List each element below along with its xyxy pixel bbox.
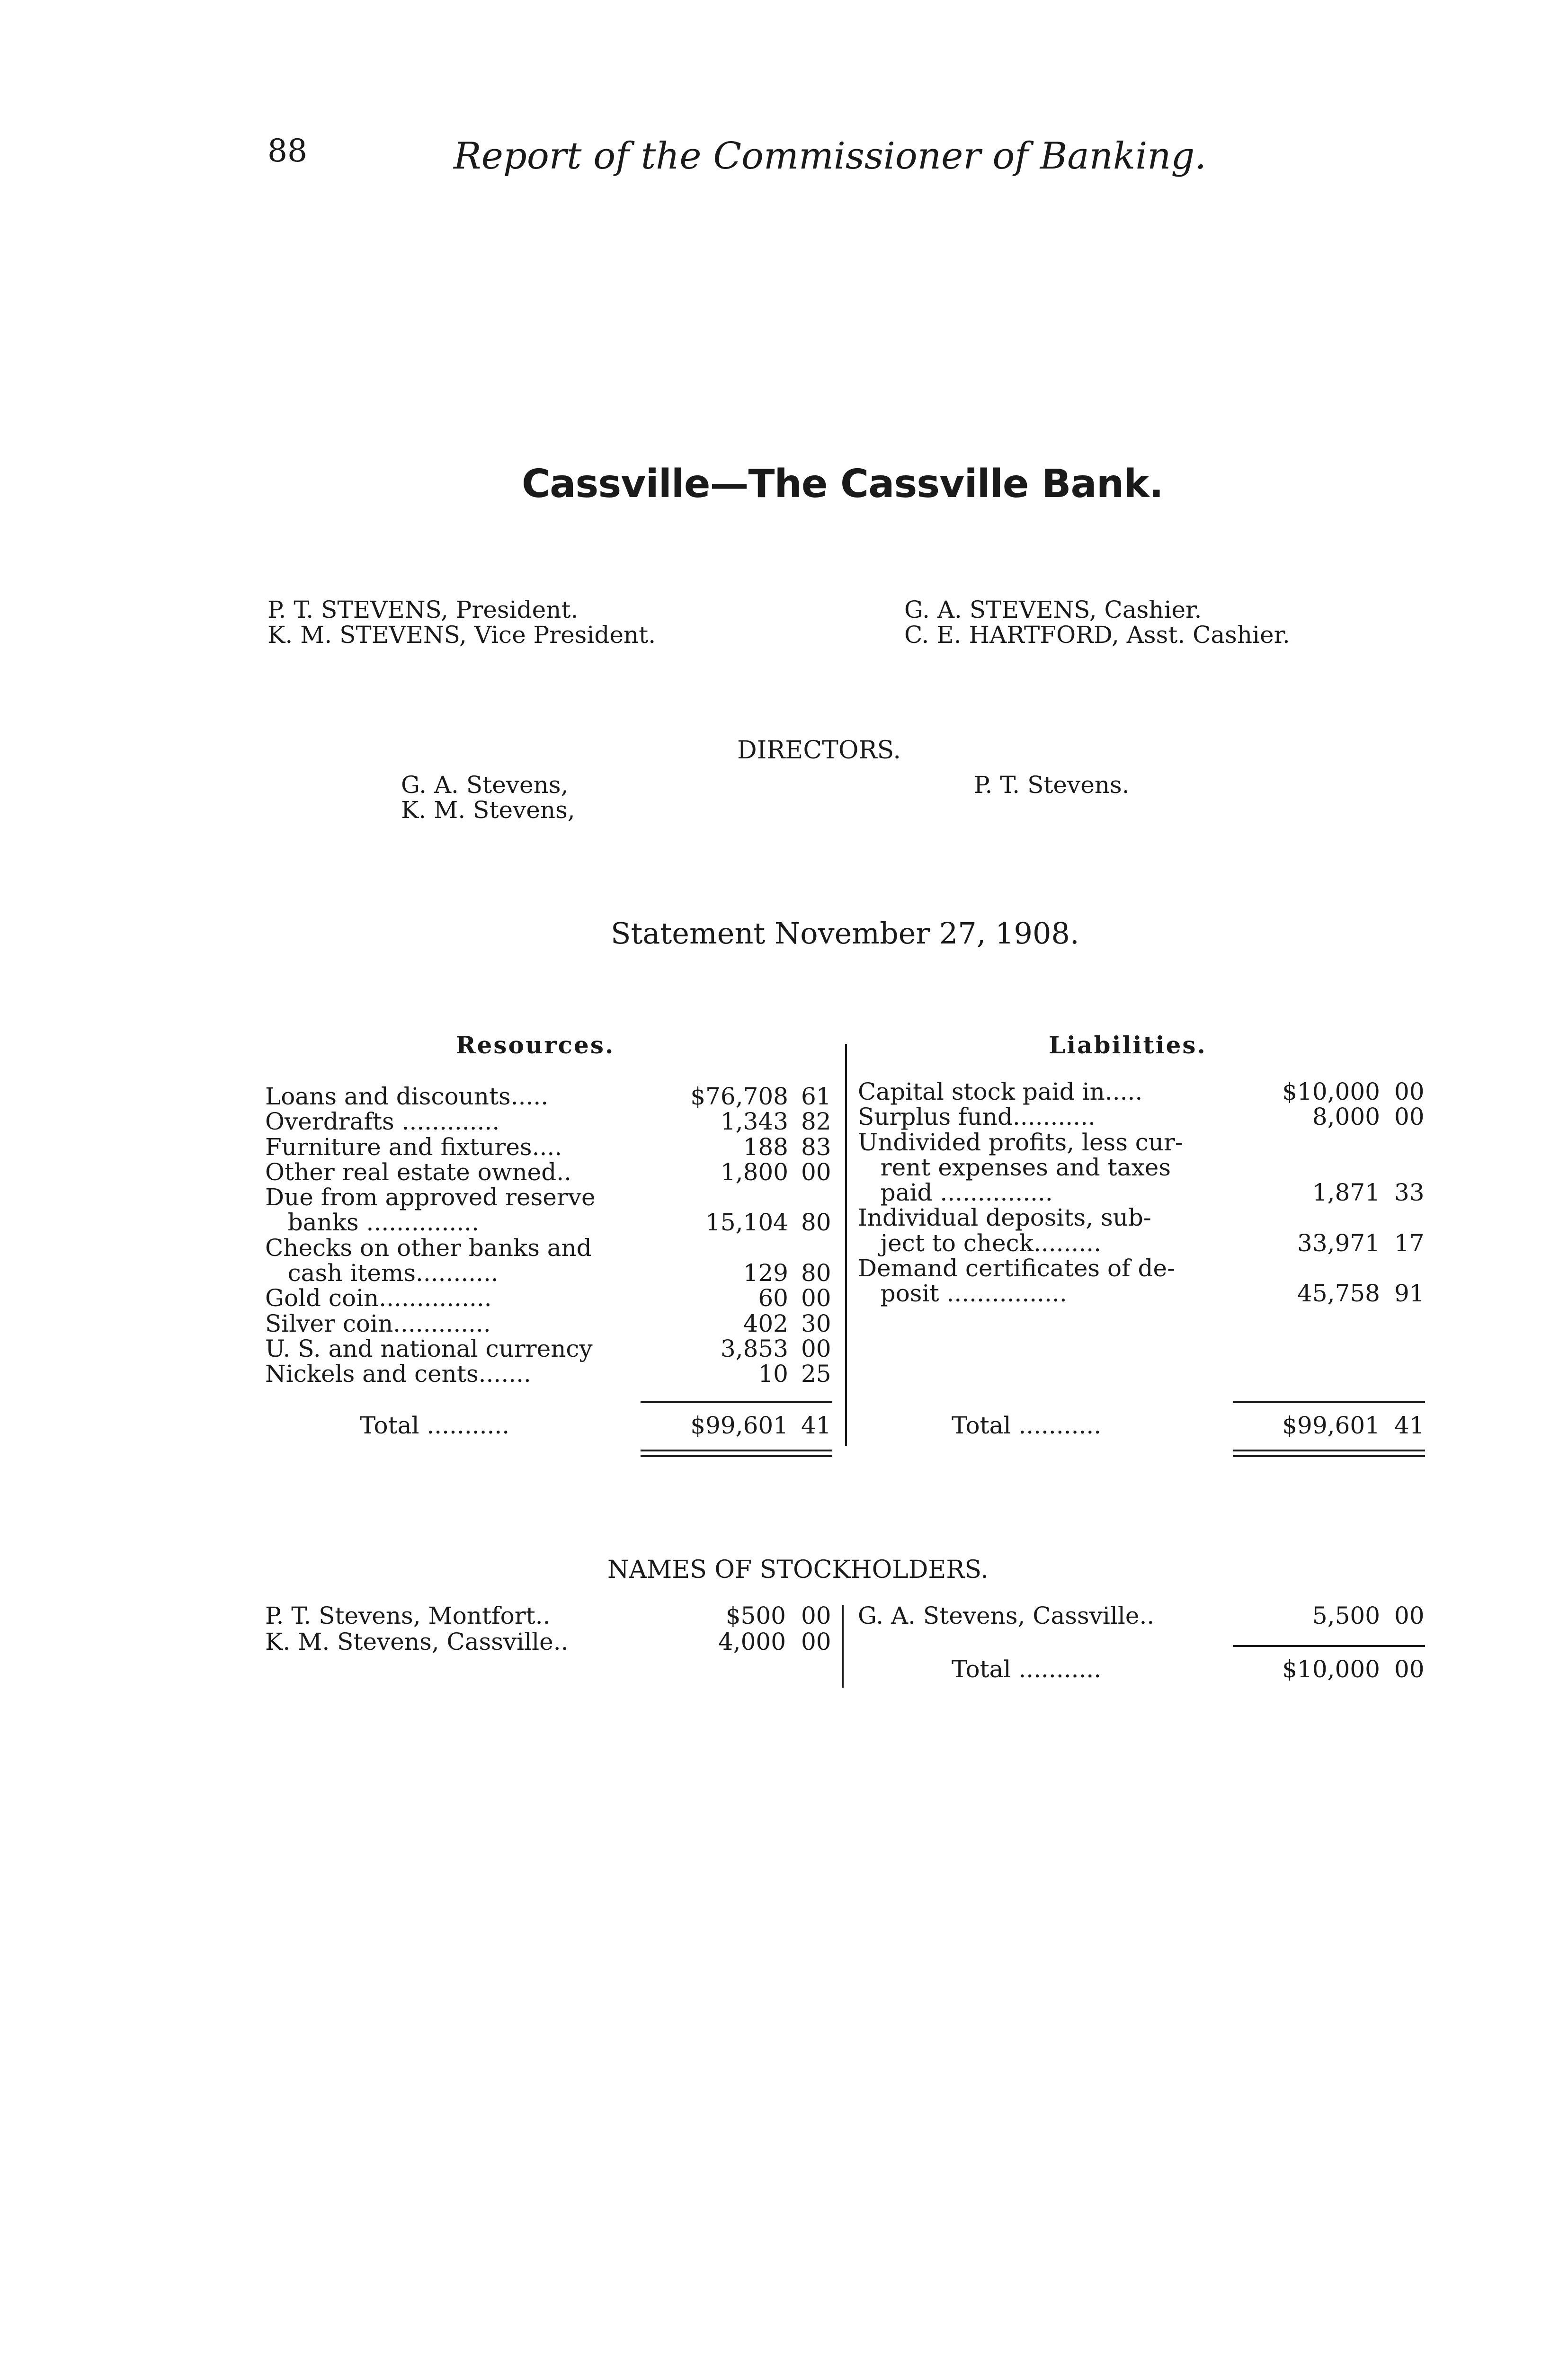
liability-cents: 17 bbox=[1394, 1229, 1425, 1257]
resource-cents: 83 bbox=[801, 1133, 831, 1161]
liabilities-total-label: Total ........... bbox=[952, 1412, 1102, 1439]
liability-label: Surplus fund........... bbox=[858, 1103, 1096, 1131]
running-title: Report of the Commissioner of Banking. bbox=[454, 135, 1207, 178]
liabilities-total-cents: 41 bbox=[1394, 1412, 1425, 1439]
stockholder-dollars: 4,000 bbox=[718, 1628, 786, 1655]
stockholder-name: P. T. Stevens, Montfort.. bbox=[265, 1602, 551, 1629]
resource-label: Nickels and cents....... bbox=[265, 1360, 531, 1388]
bank-title: Cassville—The Cassville Bank. bbox=[522, 462, 1163, 507]
directors-heading: DIRECTORS. bbox=[737, 736, 901, 765]
liability-dollars bbox=[1255, 1256, 1380, 1281]
liability-label: posit ................ bbox=[858, 1280, 1067, 1308]
liabilities-cents bbox=[1394, 1079, 1427, 1307]
officer-president: P. T. STEVENS, President. bbox=[267, 596, 579, 623]
resource-cents: 80 bbox=[801, 1209, 831, 1237]
directors-left bbox=[401, 773, 575, 823]
stockholders-divider bbox=[842, 1605, 844, 1688]
resource-cents: 25 bbox=[801, 1360, 831, 1388]
resource-dollars: 1,343 bbox=[720, 1108, 788, 1136]
resource-dollars: 15,104 bbox=[705, 1209, 788, 1237]
liability-cents: 00 bbox=[1394, 1103, 1425, 1131]
liability-cents bbox=[1394, 1155, 1427, 1180]
resources-total-dollars: $99,601 bbox=[690, 1412, 788, 1439]
page-number: 88 bbox=[267, 133, 307, 169]
liability-dollars bbox=[1255, 1155, 1380, 1180]
liability-cents: 91 bbox=[1394, 1280, 1425, 1308]
liability-label: Capital stock paid in..... bbox=[858, 1078, 1143, 1105]
officer-vice-president: K. M. STEVENS, Vice President. bbox=[267, 621, 656, 649]
resource-label: Loans and discounts..... bbox=[265, 1083, 549, 1110]
resource-label: Furniture and fixtures.... bbox=[265, 1133, 562, 1161]
liability-cents: 00 bbox=[1394, 1078, 1425, 1105]
resources-total-label: Total ........... bbox=[360, 1412, 510, 1439]
director-name: G. A. Stevens, bbox=[401, 771, 569, 799]
liabilities-double-rule bbox=[1233, 1450, 1425, 1457]
resources-total-rule bbox=[641, 1401, 832, 1403]
liability-cents bbox=[1394, 1130, 1427, 1155]
resource-label: Overdrafts ............. bbox=[265, 1108, 500, 1136]
resources-labels bbox=[265, 1084, 644, 1387]
resource-cents: 30 bbox=[801, 1309, 831, 1337]
officer-cashier: G. A. STEVENS, Cashier. bbox=[904, 596, 1202, 623]
stockholders-heading: NAMES OF STOCKHOLDERS. bbox=[607, 1556, 989, 1584]
resource-dollars: 129 bbox=[743, 1259, 788, 1287]
resource-dollars bbox=[663, 1185, 788, 1210]
liability-dollars: 8,000 bbox=[1312, 1103, 1380, 1131]
stockholders-total-rule bbox=[1233, 1645, 1425, 1647]
liability-label: Demand certificates of de- bbox=[858, 1255, 1175, 1282]
liability-cents: 33 bbox=[1394, 1179, 1425, 1207]
resource-label: Gold coin............... bbox=[265, 1284, 492, 1312]
stockholder-dollars: 5,500 bbox=[1312, 1602, 1380, 1629]
resource-dollars: $76,708 bbox=[690, 1083, 788, 1110]
resource-dollars: 3,853 bbox=[720, 1335, 788, 1362]
resource-cents: 00 bbox=[801, 1158, 831, 1186]
resources-dollars bbox=[663, 1084, 788, 1387]
resource-cents: 00 bbox=[801, 1284, 831, 1312]
resource-label: banks ............... bbox=[265, 1209, 479, 1237]
resources-double-rule bbox=[641, 1450, 832, 1457]
resource-cents bbox=[801, 1236, 834, 1261]
liability-label: Individual deposits, sub- bbox=[858, 1204, 1151, 1232]
resource-cents: 61 bbox=[801, 1083, 831, 1110]
resource-cents bbox=[801, 1185, 834, 1210]
resources-cents bbox=[801, 1084, 834, 1387]
column-divider bbox=[845, 1044, 847, 1446]
liability-dollars bbox=[1255, 1205, 1380, 1230]
officers-left bbox=[267, 597, 656, 648]
resource-label: Checks on other banks and bbox=[265, 1234, 592, 1262]
liability-label: ject to check......... bbox=[858, 1229, 1101, 1257]
stockholder-cents: 00 bbox=[801, 1602, 831, 1629]
resource-label: Due from approved reserve bbox=[265, 1184, 596, 1211]
stockholders-total-dollars: $10,000 bbox=[1282, 1655, 1380, 1683]
officer-asst-cashier: C. E. HARTFORD, Asst. Cashier. bbox=[904, 621, 1290, 649]
resource-label: cash items........... bbox=[265, 1259, 499, 1287]
stockholder-name: G. A. Stevens, Cassville.. bbox=[858, 1602, 1155, 1629]
statement-heading: Statement November 27, 1908. bbox=[611, 916, 1079, 951]
resource-dollars: 402 bbox=[743, 1309, 788, 1337]
liability-dollars bbox=[1255, 1130, 1380, 1155]
liability-dollars: 1,871 bbox=[1312, 1179, 1380, 1207]
liabilities-total-rule bbox=[1233, 1401, 1425, 1403]
liabilities-dollars bbox=[1255, 1079, 1380, 1307]
liabilities-total-dollars: $99,601 bbox=[1282, 1412, 1380, 1439]
liability-dollars: 33,971 bbox=[1297, 1229, 1380, 1257]
liability-label: Undivided profits, less cur- bbox=[858, 1128, 1183, 1156]
stockholders-total-label: Total ........... bbox=[952, 1655, 1102, 1683]
liabilities-labels bbox=[858, 1079, 1246, 1307]
resource-dollars: 10 bbox=[758, 1360, 788, 1388]
liability-cents bbox=[1394, 1205, 1427, 1230]
liability-cents bbox=[1394, 1256, 1427, 1281]
stockholder-cents: 00 bbox=[1394, 1602, 1425, 1629]
resource-label: U. S. and national currency bbox=[265, 1335, 593, 1362]
resource-dollars: 60 bbox=[758, 1284, 788, 1312]
stockholder-dollars: $500 bbox=[725, 1602, 786, 1629]
liability-dollars: 45,758 bbox=[1297, 1280, 1380, 1308]
resource-dollars bbox=[663, 1236, 788, 1261]
resources-heading: Resources. bbox=[456, 1031, 615, 1059]
director-name: P. T. Stevens. bbox=[974, 771, 1130, 799]
director-name: K. M. Stevens, bbox=[401, 796, 575, 824]
resource-cents: 00 bbox=[801, 1335, 831, 1362]
stockholders-total-cents: 00 bbox=[1394, 1655, 1425, 1683]
resources-total-cents: 41 bbox=[801, 1412, 831, 1439]
officers-right bbox=[904, 597, 1290, 648]
liability-label: paid ............... bbox=[858, 1179, 1053, 1207]
liabilities-heading: Liabilities. bbox=[1049, 1031, 1207, 1059]
resource-label: Other real estate owned.. bbox=[265, 1158, 572, 1186]
stockholder-cents: 00 bbox=[801, 1628, 831, 1655]
stockholder-name: K. M. Stevens, Cassville.. bbox=[265, 1628, 569, 1655]
resource-label: Silver coin............. bbox=[265, 1309, 491, 1337]
resource-cents: 80 bbox=[801, 1259, 831, 1287]
resource-dollars: 188 bbox=[743, 1133, 788, 1161]
liability-dollars: $10,000 bbox=[1282, 1078, 1380, 1105]
resource-dollars: 1,800 bbox=[720, 1158, 788, 1186]
liability-label: rent expenses and taxes bbox=[858, 1153, 1171, 1181]
resource-cents: 82 bbox=[801, 1108, 831, 1136]
